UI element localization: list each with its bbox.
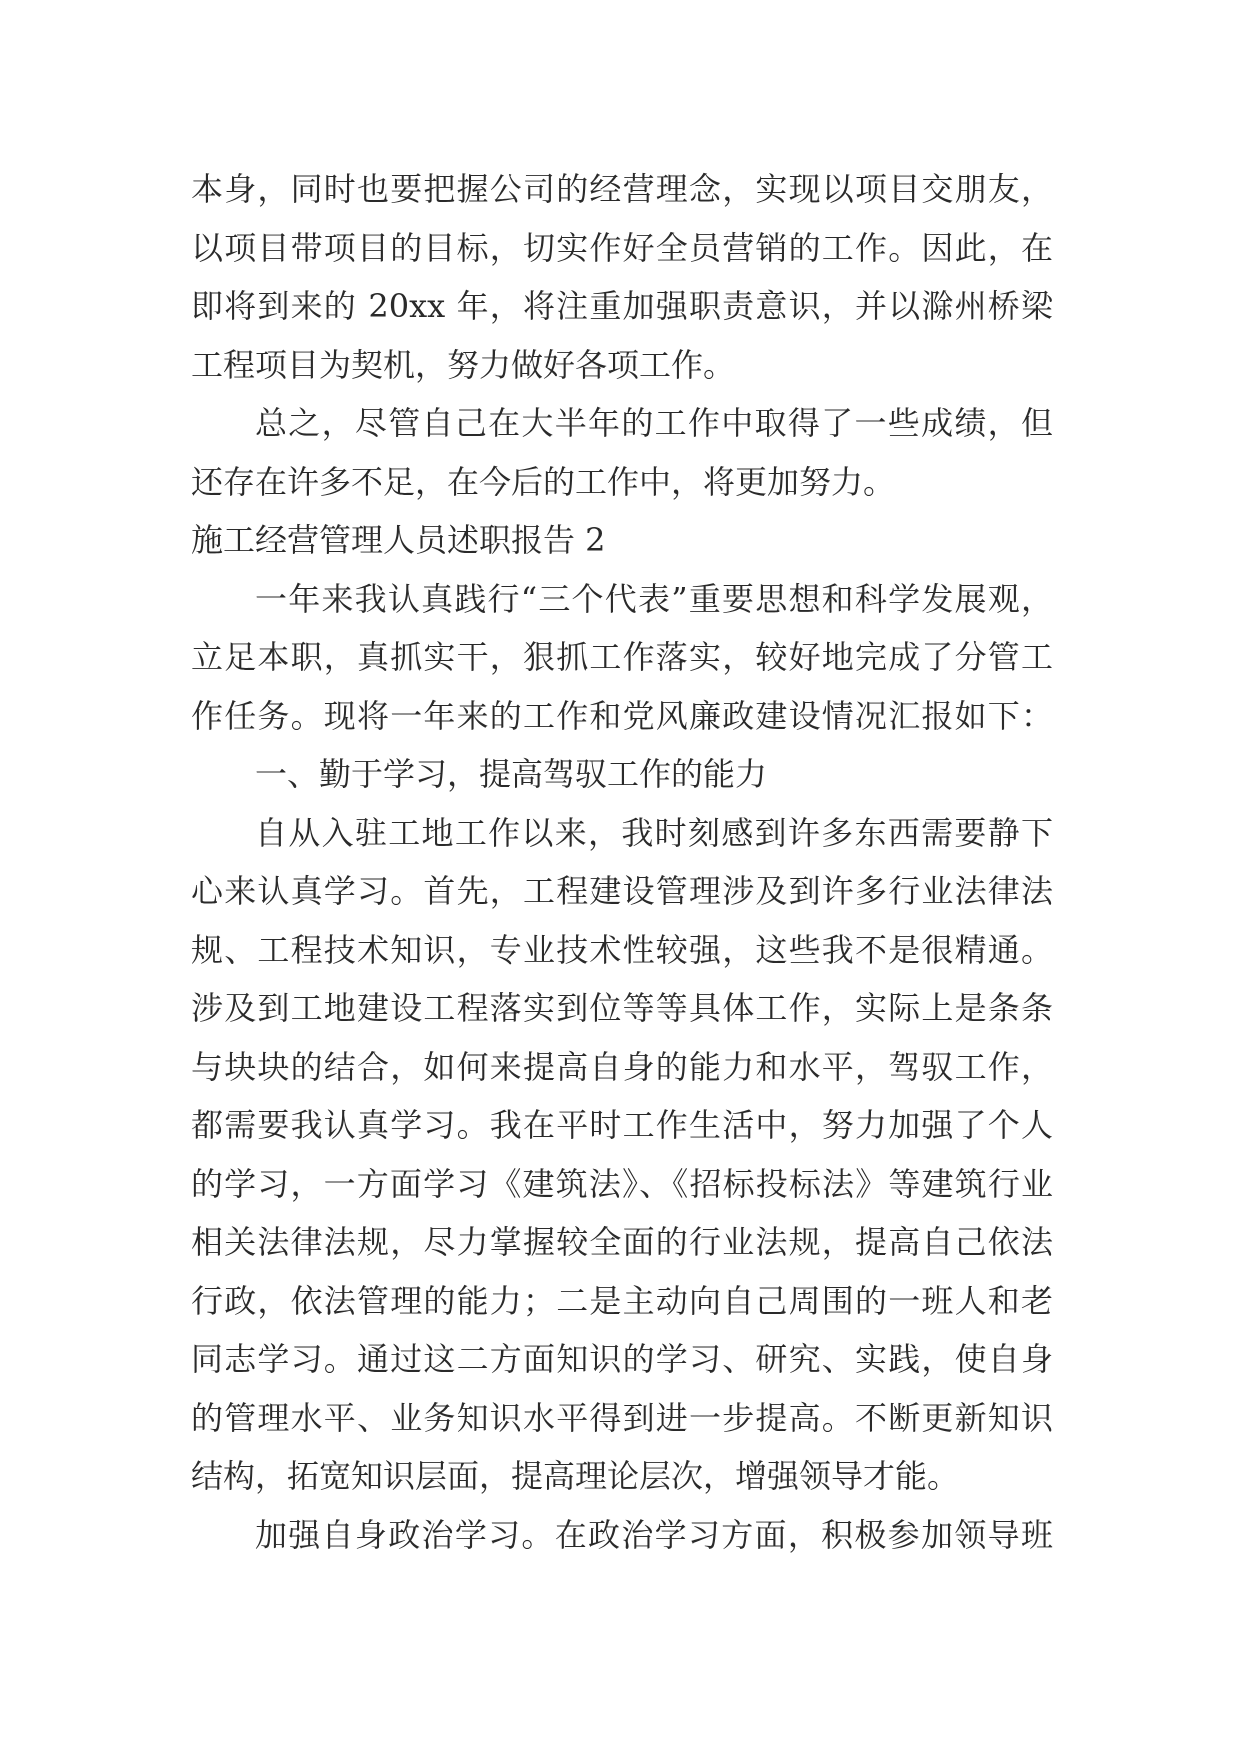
text-line: 的学习，一方面学习《建筑法》、《招标投标法》等建筑行业 bbox=[191, 1164, 1053, 1203]
text-line: 同志学习。通过这二方面知识的学习、研究、实践，使自身 bbox=[191, 1340, 1053, 1378]
text-line: 都需要我认真学习。我在平时工作生活中，努力加强了个人 bbox=[191, 1106, 1053, 1144]
text-line: 的管理水平、业务知识水平得到进一步提高。不断更新知识 bbox=[191, 1398, 1053, 1437]
text-line: 本身，同时也要把握公司的经营理念，实现以项目交朋友， bbox=[191, 170, 1053, 208]
text-line: 一、勤于学习，提高驾驭工作的能力 bbox=[255, 755, 768, 793]
text-line: 相关法律法规，尽力掌握较全面的行业法规，提高自己依法 bbox=[191, 1223, 1053, 1261]
text-line: 作任务。现将一年来的工作和党风廉政建设情况汇报如下： bbox=[191, 696, 1053, 735]
text-line: 规、工程技术知识，专业技术性较强，这些我不是很精通。 bbox=[191, 930, 1053, 969]
text-line: 即将到来的 20xx 年，将注重加强职责意识，并以滁州桥梁 bbox=[191, 287, 1053, 325]
section-title: 施工经营管理人员述职报告 2 bbox=[191, 521, 606, 559]
text-line: 涉及到工地建设工程落实到位等等具体工作，实际上是条条 bbox=[191, 989, 1053, 1027]
text-line: 自从入驻工地工作以来，我时刻感到许多东西需要静下 bbox=[255, 813, 1053, 852]
text-line: 还存在许多不足，在今后的工作中，将更加努力。 bbox=[191, 462, 896, 501]
text-line: 结构，拓宽知识层面，提高理论层次，增强领导才能。 bbox=[191, 1457, 960, 1495]
text-line: 立足本职，真抓实干，狠抓工作落实，较好地完成了分管工 bbox=[191, 638, 1053, 676]
text-line: 加强自身政治学习。在政治学习方面，积极参加领导班 bbox=[255, 1515, 1053, 1554]
text-line: 心来认真学习。首先，工程建设管理涉及到许多行业法律法 bbox=[191, 872, 1053, 910]
text-line: 以项目带项目的目标，切实作好全员营销的工作。因此，在 bbox=[191, 228, 1053, 267]
text-line: 与块块的结合，如何来提高自身的能力和水平，驾驭工作， bbox=[191, 1047, 1053, 1086]
text-line: 总之，尽管自己在大半年的工作中取得了一些成绩，但 bbox=[255, 404, 1053, 442]
text-line: 工程项目为契机，努力做好各项工作。 bbox=[191, 345, 736, 384]
text-line: 行政，依法管理的能力；二是主动向自己周围的一班人和老 bbox=[191, 1281, 1053, 1320]
text-line: 一年来我认真践行“三个代表”重要思想和科学发展观， bbox=[255, 579, 1053, 618]
document-body bbox=[191, 160, 1053, 1564]
